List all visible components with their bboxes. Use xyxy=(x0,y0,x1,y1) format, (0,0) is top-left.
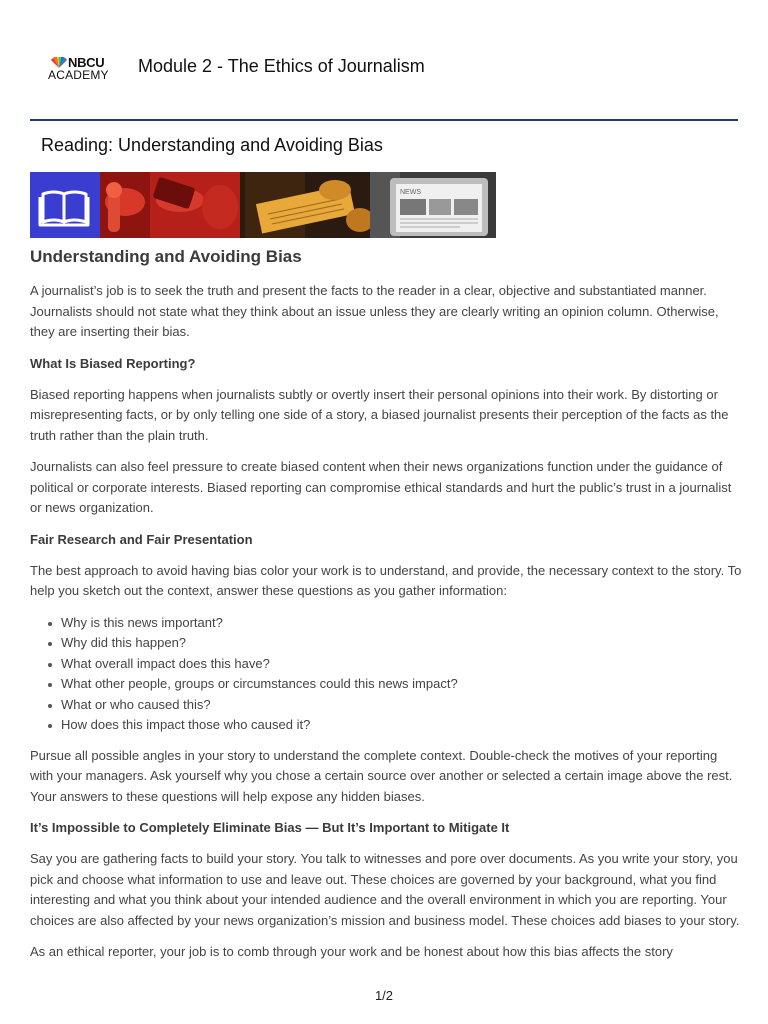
list-item: What other people, groups or circumstances could this news impact? xyxy=(44,674,742,695)
subheading-fair-research: Fair Research and Fair Presentation xyxy=(30,531,253,547)
logo-text-academy: ACADEMY xyxy=(48,68,109,82)
paragraph-intro: A journalist’s job is to seek the truth and present the facts to the reader in a clear, objective and substantiated manner. Journalists should not state what they think about an issue unless they are clearly writing an opinion column. Otherwise, they are inserting their bias. xyxy=(30,283,719,339)
logo-text-nbcu: NBCU xyxy=(68,55,105,70)
context-questions-list xyxy=(30,613,742,736)
module-title: Module 2 - The Ethics of Journalism xyxy=(138,56,425,76)
list-item: What or who caused this? xyxy=(44,695,742,716)
paragraph-pressure: Journalists can also feel pressure to create biased content when their news organizations function under the guidance of political or corporate interests. Biased reporting can compromise ethical standards and hurt the public’s trust in a journalist or news organization. xyxy=(30,459,732,515)
page-header xyxy=(0,0,768,122)
list-item: How does this impact those who caused it? xyxy=(44,715,742,736)
list-item: What overall impact does this have? xyxy=(44,654,742,675)
subheading-biased-reporting: What Is Biased Reporting? xyxy=(30,355,196,371)
list-item: Why did this happen? xyxy=(44,633,742,654)
subheading-mitigate-bias: It’s Impossible to Completely Eliminate Bias — But It’s Important to Mitigate It xyxy=(30,820,510,835)
paragraph-biased-reporting: Biased reporting happens when journalists subtly or overtly insert their personal opinions into their work. By distorting or misrepresenting facts, or by only telling one side of a story, a biased journalist presents their perception of the facts as the truth rather than the plain truth. xyxy=(30,386,729,443)
nbcu-academy-logo xyxy=(48,56,122,82)
page-number: 1/2 xyxy=(374,988,394,1003)
banner-image xyxy=(30,172,496,238)
reading-title: Reading: Understanding and Avoiding Bias xyxy=(41,135,383,155)
article-heading: Understanding and Avoiding Bias xyxy=(30,247,302,266)
header-divider xyxy=(30,119,738,121)
list-item: Why is this news important? xyxy=(44,613,742,634)
paragraph-gathering-facts: Say you are gathering facts to build your story. You talk to witnesses and pore over documents. As you write your story, you pick and choose what information to use and leave out. These choices are governed by your background, what you find interesting and what you think about your intended audience and the overall environment in which you are reporting. Your choices are also affected by your news organization’s mission and business model. These choices add biases to your story. xyxy=(30,851,740,928)
peacock-icon xyxy=(50,57,68,68)
banner-news-label: NEWS xyxy=(400,189,421,196)
article-body xyxy=(30,246,742,974)
paragraph-pursue-angles: Pursue all possible angles in your story to understand the complete context. Double-check the motives of your reporting with your managers. Ask yourself why you chose a certain source over another or selected a certain image above the rest. Your answers to these questions will help expose any hidden biases. xyxy=(30,747,733,804)
paragraph-ethical-reporter: As an ethical reporter, your job is to comb through your work and be honest about how this bias affects the story xyxy=(30,944,673,959)
paragraph-best-approach: The best approach to avoid having bias color your work is to understand, and provide, the necessary context to the story. To help you sketch out the context, answer these questions as you gather information: xyxy=(30,562,742,598)
